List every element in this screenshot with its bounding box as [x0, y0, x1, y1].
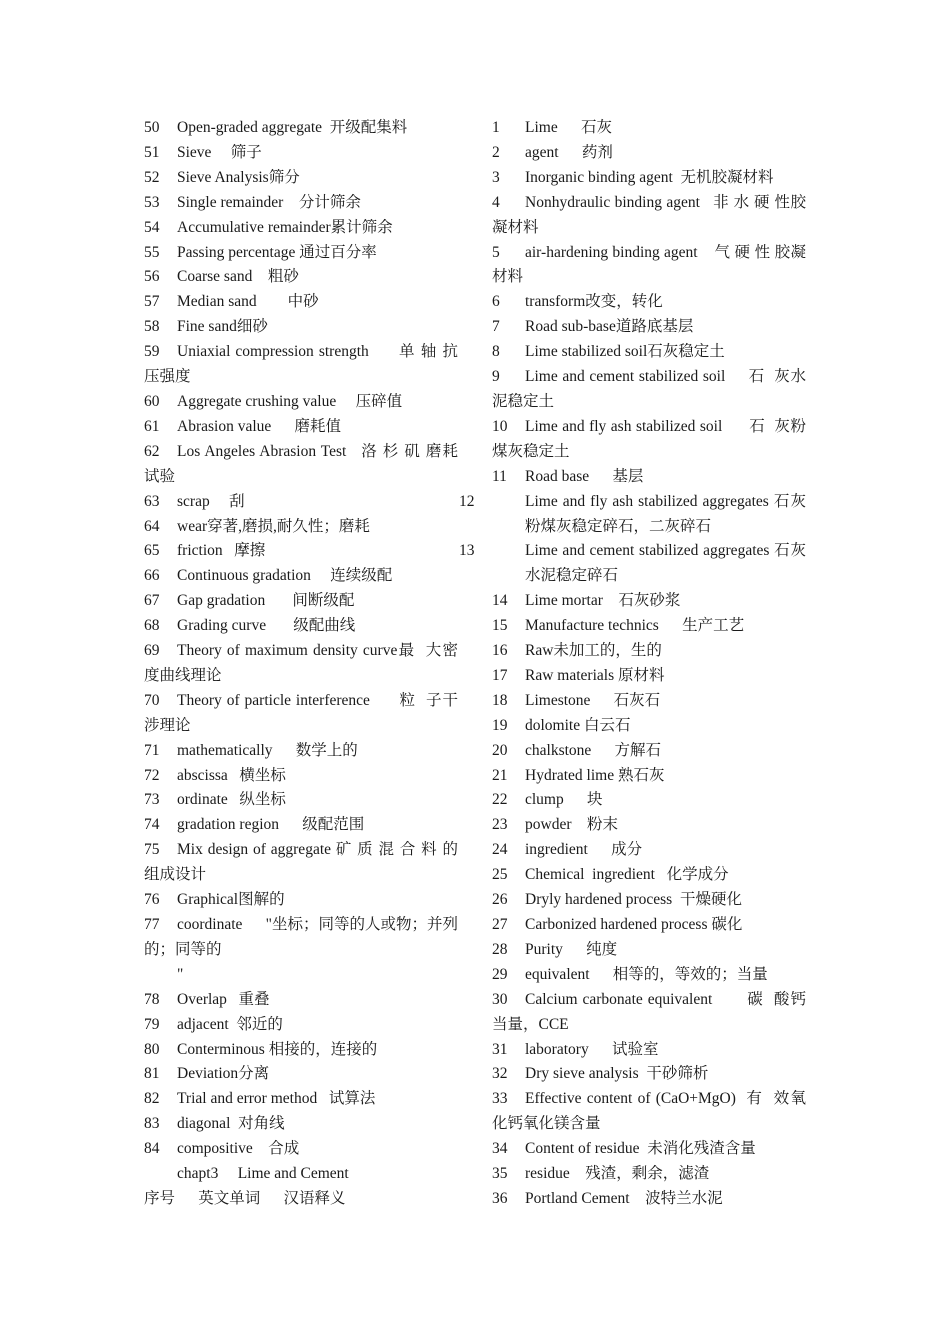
entry-text: Grading curve 级配曲线	[177, 617, 356, 635]
glossary-entry	[492, 340, 806, 365]
entry-number: 66	[144, 567, 160, 585]
chapter-heading: chapt3 Lime and Cement	[177, 1165, 349, 1183]
entry-number: 74	[144, 816, 160, 834]
entry-text: Conterminous 相接的，连接的	[177, 1040, 378, 1058]
glossary-entry	[144, 589, 458, 614]
entry-number: 29	[492, 965, 508, 983]
entry-text: equivalent 相等的，等效的；当量	[525, 965, 768, 983]
glossary-entry	[144, 1038, 458, 1063]
entry-number: 10	[492, 417, 508, 435]
right-column	[459, 116, 806, 1212]
entry-text: powder 粉末	[525, 816, 618, 834]
entry-text: Road base 基层	[525, 467, 644, 485]
entry-number: 21	[492, 766, 508, 784]
entry-number: 7	[492, 318, 500, 336]
entry-text: Manufacture technics 生产工艺	[525, 617, 745, 635]
left-column	[144, 116, 458, 1212]
entry-text: Raw未加工的，生的	[525, 642, 662, 660]
glossary-entry	[144, 116, 458, 141]
entry-number: 28	[492, 940, 508, 958]
entry-number: 52	[144, 168, 160, 186]
entry-text: Theory of maximum density curve最 大密度曲线理论	[144, 642, 458, 684]
glossary-entry	[492, 639, 806, 664]
glossary-entry	[492, 1087, 806, 1137]
glossary-entry	[492, 365, 806, 415]
entry-text: agent 药剂	[525, 143, 613, 161]
entry-number: 61	[144, 417, 160, 435]
entry-text: Uniaxial compression strength 单 轴 抗压强度	[144, 343, 458, 386]
entry-number: 78	[144, 990, 160, 1008]
entry-number: 16	[492, 642, 508, 660]
entry-text: Content of residue 未消化残渣含量	[525, 1140, 756, 1158]
glossary-entry	[492, 241, 806, 291]
glossary-entry	[144, 390, 458, 415]
glossary-entry	[144, 1062, 458, 1087]
glossary-entry	[144, 340, 458, 390]
entry-text: Overlap 重叠	[177, 990, 270, 1008]
glossary-entry	[492, 1062, 806, 1087]
entry-number: 18	[492, 691, 508, 709]
entry-number: 84	[144, 1140, 160, 1158]
entry-number: 8	[492, 343, 500, 361]
entry-text: Dry sieve analysis 干砂筛析	[525, 1065, 709, 1083]
glossary-entry	[492, 739, 806, 764]
glossary-entry	[492, 988, 806, 1038]
entry-number: 35	[492, 1165, 508, 1183]
entry-text: Continuous gradation 连续级配	[177, 567, 393, 585]
entry-number: 27	[492, 916, 508, 933]
entry-number: 80	[144, 1040, 160, 1058]
entry-number: 17	[492, 666, 508, 684]
glossary-entry	[492, 1137, 806, 1162]
glossary-entry	[492, 913, 806, 938]
entry-number: 55	[144, 243, 160, 261]
glossary-entry	[144, 963, 458, 988]
entry-text: adjacent 邻近的	[177, 1015, 283, 1033]
entry-number: 13	[459, 542, 475, 560]
entry-text: Trial and error method 试算法	[177, 1090, 376, 1108]
entry-number: 51	[144, 143, 160, 161]
glossary-entry	[492, 614, 806, 639]
entry-number: 82	[144, 1090, 160, 1108]
entry-number: 64	[144, 517, 160, 535]
entry-number: 81	[144, 1065, 160, 1083]
glossary-entry	[492, 788, 806, 813]
entry-text: clump 块	[525, 791, 603, 809]
entry-text: Fine sand细砂	[177, 318, 268, 336]
glossary-entry	[492, 838, 806, 863]
entry-number: 11	[492, 467, 507, 485]
glossary-entry	[144, 739, 458, 764]
entry-text: Accumulative remainder累计筛余	[177, 218, 393, 236]
entry-text: mathematically 数学上的	[177, 741, 358, 759]
entry-text: Coarse sand 粗砂	[177, 268, 299, 286]
entry-number: 59	[144, 343, 160, 361]
glossary-entry	[144, 539, 458, 564]
entry-text: Carbonized hardened process 碳化	[525, 916, 743, 933]
entry-text: Limestone 石灰石	[525, 691, 661, 709]
entry-text: Chemical ingredient 化学成分	[525, 866, 729, 884]
entry-text: Calcium carbonate equivalent 碳 酸钙当量，CCE	[492, 990, 806, 1033]
glossary-entry	[144, 788, 458, 813]
entry-number: 14	[492, 592, 508, 610]
entry-number: 9	[492, 368, 500, 386]
entry-text: Sieve 筛子	[177, 143, 262, 161]
glossary-entry	[459, 490, 806, 540]
glossary-entry	[492, 863, 806, 888]
entry-text: scrap 刮	[177, 492, 245, 510]
glossary-entry	[492, 888, 806, 913]
glossary-entry	[144, 813, 458, 838]
entry-text: coordinate "坐标；同等的人或物；并列的；同等的	[144, 916, 458, 958]
glossary-entry	[492, 714, 806, 739]
glossary-entry	[144, 515, 458, 540]
entry-text: ingredient 成分	[525, 841, 643, 859]
glossary-entry	[492, 1162, 806, 1187]
entry-number: 34	[492, 1140, 508, 1158]
glossary-entry	[144, 1112, 458, 1137]
entry-number: 1	[492, 119, 500, 136]
entry-number: 22	[492, 791, 508, 809]
entry-text: Mix design of aggregate 矿 质 混 合 料 的组成设计	[144, 841, 458, 884]
glossary-entry	[144, 490, 458, 515]
entry-text: residue 残渣，剩余，滤渣	[525, 1165, 710, 1183]
glossary-entry	[492, 764, 806, 789]
glossary-entry	[144, 764, 458, 789]
entry-text: Sieve Analysis筛分	[177, 168, 300, 186]
entry-number: 20	[492, 741, 508, 759]
entry-number: 73	[144, 791, 160, 809]
glossary-entry	[492, 689, 806, 714]
glossary-entry	[144, 838, 458, 888]
entry-text: Dryly hardened process 干燥硬化	[525, 891, 742, 909]
glossary-entry	[459, 539, 806, 589]
glossary-entry	[492, 315, 806, 340]
entry-text: diagonal 对角线	[177, 1115, 285, 1133]
glossary-entry	[492, 813, 806, 838]
glossary-entry	[144, 216, 458, 241]
glossary-entry	[492, 589, 806, 614]
entry-number: 70	[144, 691, 160, 709]
glossary-entry	[492, 963, 806, 988]
entry-text: Lime and cement stabilized soil 石 灰水泥稳定土	[492, 368, 806, 410]
entry-number: 5	[492, 243, 500, 261]
entry-number: 19	[492, 716, 508, 734]
glossary-entry	[144, 689, 458, 739]
entry-text: transform改变，转化	[525, 293, 663, 311]
entry-number: 65	[144, 542, 160, 560]
glossary-entry	[144, 241, 458, 266]
entry-text: Deviation分离	[177, 1065, 270, 1083]
entry-number: 69	[144, 642, 160, 660]
entry-number: 68	[144, 617, 160, 635]
entry-text: air-hardening binding agent 气 硬 性 胶凝材料	[492, 243, 806, 286]
glossary-entry	[144, 1087, 458, 1112]
entry-number: 63	[144, 492, 160, 510]
entry-number: 23	[492, 816, 508, 834]
entry-text: Graphical图解的	[177, 891, 285, 909]
entry-text: Median sand 中砂	[177, 293, 319, 311]
entry-text: Effective content of (CaO+MgO) 有 效氧化钙氧化镁含量	[492, 1090, 806, 1133]
entry-text: Nonhydraulic binding agent 非 水 硬 性胶凝材料	[492, 193, 806, 236]
glossary-entry	[144, 1013, 458, 1038]
entry-text: compositive 合成	[177, 1140, 300, 1158]
entry-number: 62	[144, 442, 160, 460]
entry-number: 26	[492, 891, 508, 909]
entry-text: Open-graded aggregate 开级配集料	[177, 119, 408, 136]
entry-text: Gap gradation 间断级配	[177, 592, 355, 610]
glossary-entry	[144, 913, 458, 963]
entry-number: 50	[144, 119, 160, 136]
entry-number: 12	[459, 492, 475, 510]
entry-text: Lime mortar 石灰砂浆	[525, 592, 681, 610]
glossary-entry	[144, 166, 458, 191]
entry-number: 56	[144, 268, 160, 286]
entry-text: laboratory 试验室	[525, 1040, 659, 1058]
entry-number: 2	[492, 143, 500, 161]
glossary-entry	[144, 888, 458, 913]
entry-text: ordinate 纵坐标	[177, 791, 286, 809]
entry-number: 36	[492, 1189, 508, 1207]
glossary-entry	[492, 415, 806, 465]
entry-number: 72	[144, 766, 160, 784]
entry-text: gradation region 级配范围	[177, 816, 365, 834]
entry-number: 6	[492, 293, 500, 311]
entry-text: "	[177, 965, 184, 983]
entry-text: Inorganic binding agent 无机胶凝材料	[525, 168, 774, 186]
entry-number: 76	[144, 891, 160, 909]
entry-text: wear穿著,磨损,耐久性；磨耗	[177, 517, 370, 535]
entry-number: 25	[492, 866, 508, 884]
entry-text: Raw materials 原材料	[525, 666, 665, 684]
entry-number: 77	[144, 916, 160, 933]
entry-text: Lime and cement stabilized aggregates 石灰水泥稳定碎石	[525, 542, 806, 585]
entry-text: Theory of particle interference 粒 子干涉理论	[144, 691, 458, 734]
glossary-entry	[144, 415, 458, 440]
entry-text: Lime and fly ash stabilized aggregates 石灰粉煤灰稳定碎石，二灰碎石	[525, 492, 806, 535]
entry-text: Lime stabilized soil石灰稳定土	[525, 343, 725, 361]
entry-text: Portland Cement 波特兰水泥	[525, 1189, 723, 1207]
entry-number: 24	[492, 841, 508, 859]
glossary-entry	[492, 1187, 806, 1212]
entry-number: 30	[492, 990, 508, 1008]
column-headers: 序号 英文单词 汉语释义	[144, 1189, 346, 1207]
glossary-entry	[144, 440, 458, 490]
glossary-entry	[144, 265, 458, 290]
entry-number: 54	[144, 218, 160, 236]
entry-text: Lime 石灰	[525, 119, 612, 136]
entry-number: 57	[144, 293, 160, 311]
entry-text: friction 摩擦	[177, 542, 266, 560]
glossary-entry	[492, 938, 806, 963]
glossary-entry	[144, 614, 458, 639]
entry-number: 67	[144, 592, 160, 610]
entry-number: 15	[492, 617, 508, 635]
entry-text: Passing percentage 通过百分率	[177, 243, 377, 261]
entry-number: 60	[144, 392, 160, 410]
glossary-entry	[492, 1038, 806, 1063]
entry-number: 31	[492, 1040, 508, 1058]
entry-number: 32	[492, 1065, 508, 1083]
glossary-entry	[144, 315, 458, 340]
glossary-entry	[492, 664, 806, 689]
glossary-entry	[492, 465, 806, 490]
glossary-entry	[492, 116, 806, 141]
entry-number: 4	[492, 193, 500, 211]
entry-text: Road sub-base道路底基层	[525, 318, 694, 336]
entry-number: 79	[144, 1015, 160, 1033]
entry-text: Los Angeles Abrasion Test 洛 杉 矶 磨耗试验	[144, 442, 458, 485]
glossary-entry	[144, 1137, 458, 1162]
entry-number: 53	[144, 193, 160, 211]
entry-number: 3	[492, 168, 500, 186]
entry-text: dolomite 白云石	[525, 716, 631, 734]
glossary-entry	[144, 141, 458, 166]
entry-text: Aggregate crushing value 压碎值	[177, 392, 403, 410]
glossary-entry	[492, 290, 806, 315]
glossary-entry	[144, 191, 458, 216]
entry-text: Purity 纯度	[525, 940, 618, 958]
entry-text: Single remainder 分计筛余	[177, 193, 361, 211]
glossary-entry	[144, 988, 458, 1013]
entry-text: Lime and fly ash stabilized soil 石 灰粉煤灰稳定土	[492, 417, 806, 460]
entry-number: 58	[144, 318, 160, 336]
entry-text: chalkstone 方解石	[525, 741, 662, 759]
entry-text: abscissa 横坐标	[177, 766, 286, 784]
glossary-entry	[492, 191, 806, 241]
glossary-entry	[492, 141, 806, 166]
glossary-entry	[144, 639, 458, 689]
glossary-entry	[144, 290, 458, 315]
entry-text: Hydrated lime 熟石灰	[525, 766, 665, 784]
glossary-entry	[144, 564, 458, 589]
entry-number: 75	[144, 841, 160, 859]
glossary-entry	[492, 166, 806, 191]
entry-number: 71	[144, 741, 160, 759]
entry-number: 83	[144, 1115, 160, 1133]
entry-number: 33	[492, 1090, 508, 1108]
entry-text: Abrasion value 磨耗值	[177, 417, 342, 435]
